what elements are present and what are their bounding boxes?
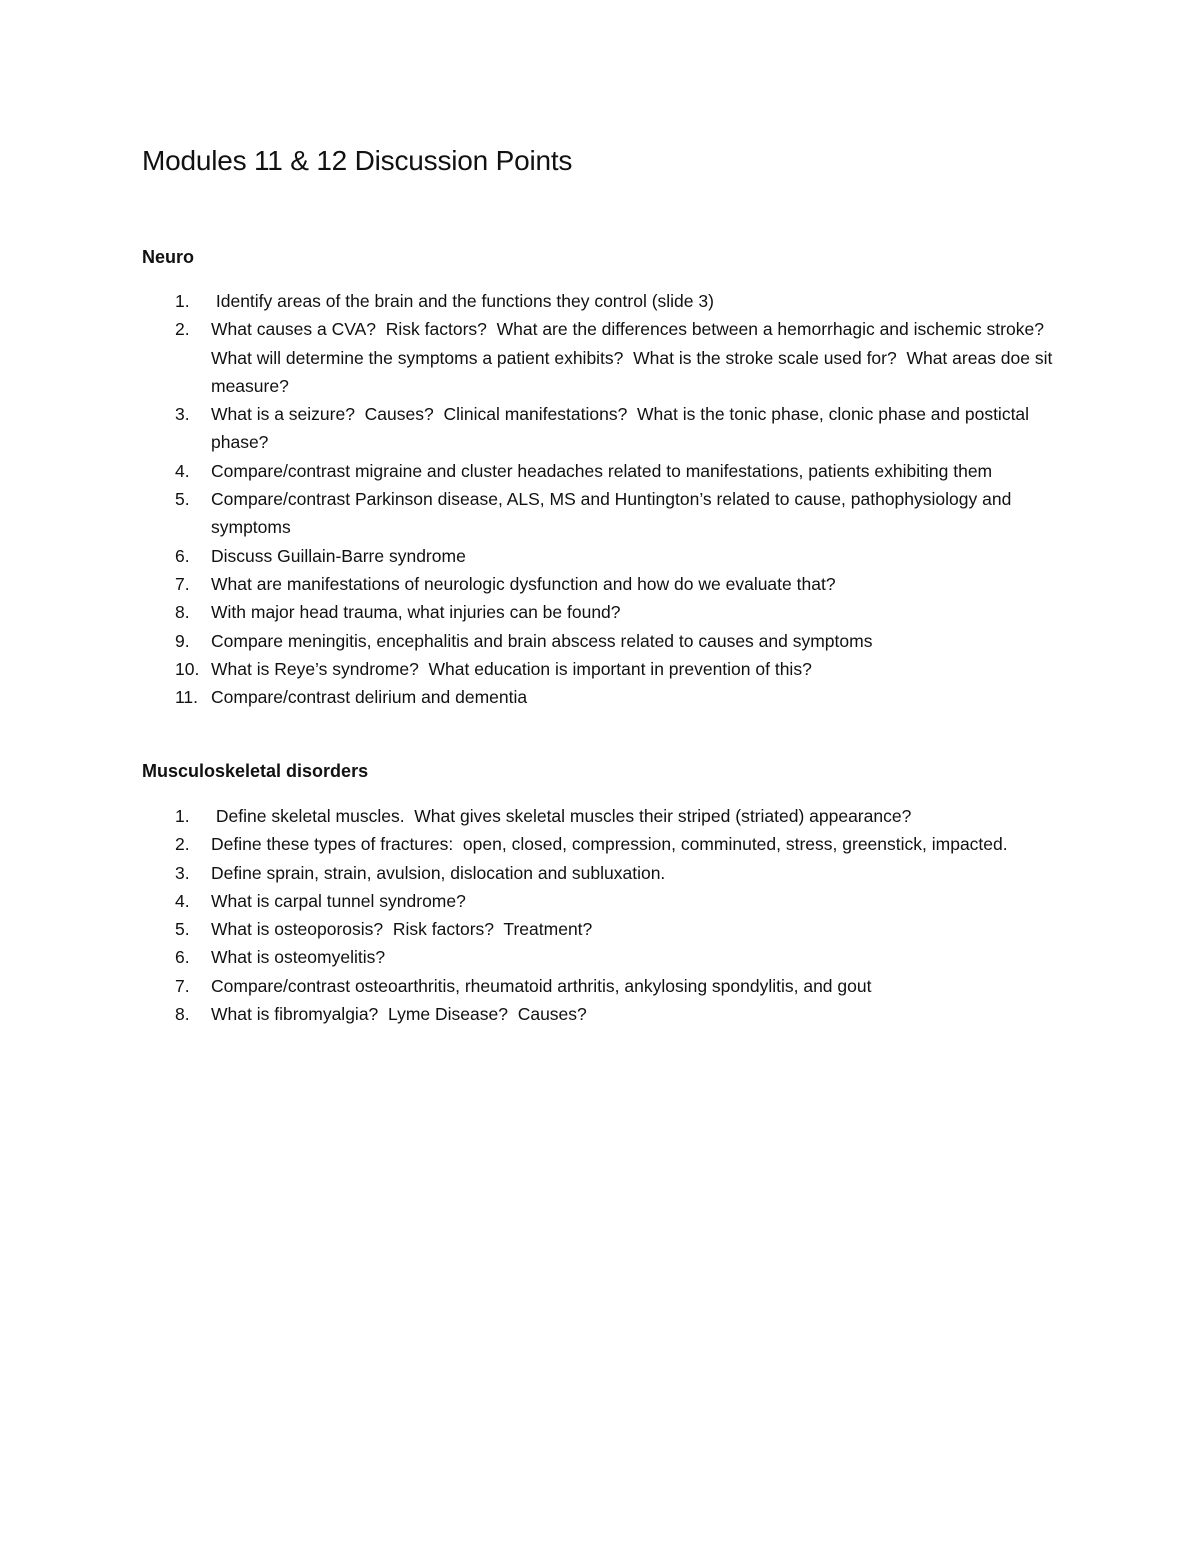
list-item-number: 10. — [175, 658, 200, 679]
list-item-text: What is Reye’s syndrome? What education is important in prevention of this? — [211, 658, 812, 679]
section-heading-musculoskeletal: Musculoskeletal disorders — [142, 761, 369, 781]
list-item — [142, 627, 1072, 655]
list-item-text: Discuss Guillain-Barre syndrome — [211, 545, 466, 566]
list-item-text: What is fibromyalgia? Lyme Disease? Causes? — [211, 1004, 587, 1025]
list-item — [142, 972, 1072, 1000]
document-title: Modules 11 & 12 Discussion Points — [142, 145, 573, 176]
list-item — [142, 655, 1072, 683]
list-item-text: Identify areas of the brain and the functions they control (slide 3) — [211, 291, 714, 311]
list-item-text: Define sprain, strain, avulsion, dislocation and subluxation. — [211, 862, 666, 883]
list-item-number: 3. — [175, 862, 190, 883]
list-item-number: 2. — [175, 834, 190, 855]
list-item-text: Define these types of fractures: open, closed, compression, comminuted, stress, greenstick, impacted. — [211, 834, 1008, 855]
list-item-number: 6. — [175, 947, 190, 968]
list-item-number: 3. — [175, 404, 190, 425]
list-item — [142, 570, 1072, 598]
list-item-text: What is a seizure? Causes? Clinical manifestations? What is the tonic phase, clonic phase and postictal phase? — [211, 404, 1034, 453]
list-item-text: Define skeletal muscles. What gives skeletal muscles their striped (striated) appearance? — [211, 806, 912, 826]
list-item — [142, 287, 1072, 315]
list-item-number: 6. — [175, 545, 190, 566]
list-item-text: With major head trauma, what injuries can be found? — [211, 602, 621, 623]
list-item-text: What is osteomyelitis? — [211, 947, 386, 968]
list-item-number: 7. — [175, 975, 190, 996]
list-item — [142, 457, 1072, 485]
list-item-number: 11. — [175, 687, 199, 708]
list-item — [142, 542, 1072, 570]
list-item-text: What is osteoporosis? Risk factors? Treatment? — [211, 919, 593, 940]
list-item-text: What is carpal tunnel syndrome? — [211, 890, 466, 911]
list-item — [142, 859, 1072, 887]
list-item-number: 8. — [175, 602, 190, 623]
list-item-number: 2. — [175, 319, 190, 340]
list-item — [142, 830, 1072, 858]
list-item — [142, 683, 1072, 711]
list-item — [142, 485, 1072, 542]
list-item-number: 1. — [175, 806, 190, 826]
list-item-number: 5. — [175, 489, 190, 510]
list-item — [142, 598, 1072, 626]
list-item — [142, 887, 1072, 915]
neuro-question-list — [142, 287, 1072, 711]
list-item-text: What are manifestations of neurologic dysfunction and how do we evaluate that? — [211, 573, 836, 594]
list-item — [142, 943, 1072, 971]
musculoskeletal-question-list — [142, 802, 1072, 1028]
list-item — [142, 400, 1072, 457]
list-item-number: 5. — [175, 919, 190, 940]
list-item — [142, 802, 1072, 830]
list-item-text: What causes a CVA? Risk factors? What are the differences between a hemorrhagic and ischemic stroke? What will determine the symptoms a patient exhibits? What is the stroke scale used for? What areas doe sit measure? — [211, 319, 1058, 396]
list-item — [142, 315, 1072, 400]
list-item-text: Compare/contrast delirium and dementia — [211, 687, 528, 708]
list-item-text: Compare meningitis, encephalitis and brain abscess related to causes and symptoms — [211, 630, 873, 651]
list-item-number: 1. — [175, 291, 190, 311]
list-item-text: Compare/contrast migraine and cluster headaches related to manifestations, patients exhibiting them — [211, 460, 993, 481]
list-item — [142, 915, 1072, 943]
list-item-text: Compare/contrast Parkinson disease, ALS, MS and Huntington’s related to cause, pathophysiology and symptoms — [211, 489, 1017, 538]
list-item-number: 4. — [175, 460, 190, 481]
list-item-number: 9. — [175, 630, 190, 651]
list-item-number: 7. — [175, 573, 190, 594]
list-item-text: Compare/contrast osteoarthritis, rheumatoid arthritis, ankylosing spondylitis, and gout — [211, 975, 872, 996]
list-item-number: 4. — [175, 890, 190, 911]
list-item — [142, 1000, 1072, 1028]
list-item-number: 8. — [175, 1004, 190, 1025]
section-heading-neuro: Neuro — [142, 247, 195, 267]
